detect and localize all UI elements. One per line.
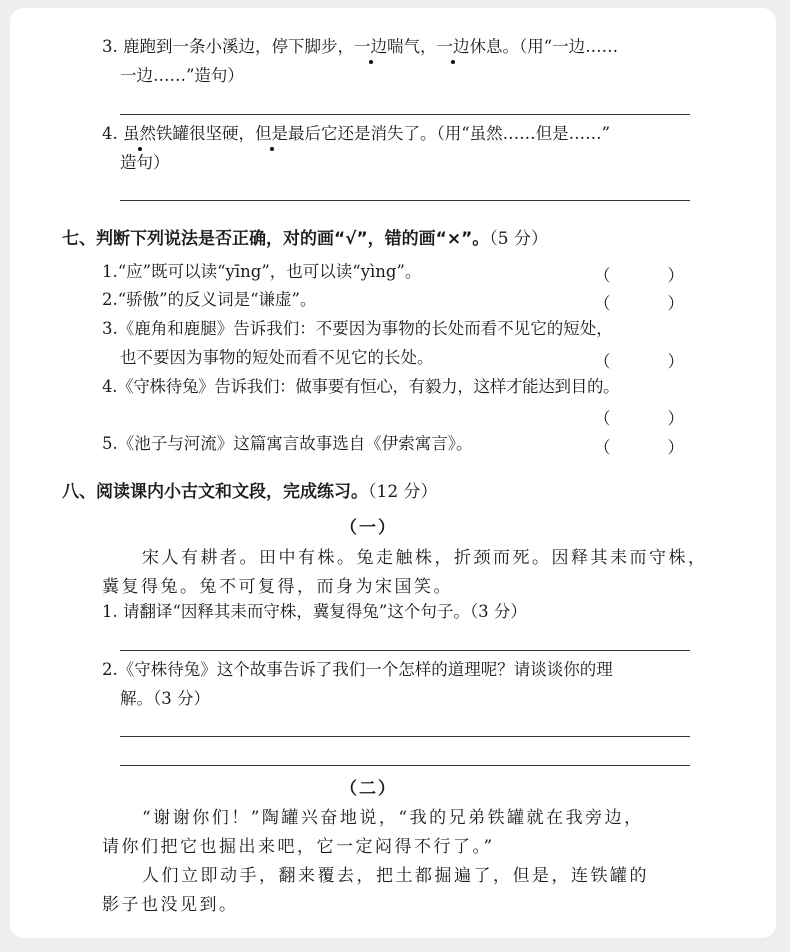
emphasis-word: 但是 [255, 124, 288, 143]
s7-item-4: 4.《守株待兔》告诉我们：做事要有恒心，有毅力，这样才能达到目的。 [102, 377, 620, 396]
s7-item-3-line1: 3.《鹿角和鹿腿》告诉我们：不要因为事物的长处而看不见它的短处， [102, 319, 613, 338]
passage-line3: 人们立即动手，翻来覆去，把土都掘遍了，但是，连铁罐的 [142, 866, 649, 886]
s6-q4-line1: 4. 虽然铁罐很坚硬，但是最后它还是消失了。（用“虽然……但是……” [102, 124, 611, 143]
s6-q4-line2: 造句） [120, 153, 170, 172]
passage-line2: 请你们把它也掘出来吧，它一定闷得不行了。” [102, 837, 495, 857]
s8-q2-line1: 2.《守株待兔》这个故事告诉了我们一个怎样的道理呢？请谈谈你的理 [102, 660, 613, 679]
classical-text-line2: 冀复得兔。兔不可复得，而身为宋国笑。 [102, 577, 453, 597]
answer-line[interactable] [120, 736, 690, 737]
section-7-heading: 七、判断下列说法是否正确，对的画“√”，错的画“×”。（5 分） [62, 229, 549, 249]
part-1-title: （一） [340, 518, 397, 538]
passage-line1: “谢谢你们！”陶罐兴奋地说，“我的兄弟铁罐就在我旁边， [142, 808, 644, 828]
worksheet-page [10, 8, 776, 938]
section-8-heading: 八、阅读课内小古文和文段，完成练习。（12 分） [62, 482, 438, 502]
classical-text-line1: 宋人有耕者。田中有株。兔走触株，折颈而死。因释其耒而守株， [142, 548, 708, 568]
s7-item-2: 2.“骄傲”的反义词是“谦虚”。 [102, 290, 317, 309]
answer-paren[interactable]: （ ） [594, 409, 684, 428]
answer-paren[interactable]: （ ） [594, 266, 684, 285]
answer-paren[interactable]: （ ） [594, 438, 684, 457]
answer-line[interactable] [120, 200, 690, 201]
emphasis-word: 一边 [354, 37, 387, 56]
s7-item-5: 5.《池子与河流》这篇寓言故事选自《伊索寓言》。 [102, 434, 473, 453]
emphasis-word: 一边 [436, 37, 470, 56]
part-2-title: （二） [340, 779, 397, 799]
answer-line[interactable] [120, 650, 690, 651]
emphasis-word: 虽然 [123, 124, 156, 143]
s8-q1: 1. 请翻译“因释其耒而守株，冀复得兔”这个句子。（3 分） [102, 602, 527, 621]
passage-line4: 影子也没见到。 [102, 895, 239, 915]
answer-line[interactable] [120, 114, 690, 115]
s6-q3-line2: 一边……”造句） [120, 66, 244, 85]
answer-paren[interactable]: （ ） [594, 352, 684, 371]
s6-q3-line1: 3. 鹿跑到一条小溪边，停下脚步，一边喘气，一边休息。（用“一边…… [102, 37, 619, 56]
s8-q2-line2: 解。（3 分） [120, 689, 210, 708]
answer-paren[interactable]: （ ） [594, 294, 684, 313]
answer-line[interactable] [120, 765, 690, 766]
s7-item-1: 1.“应”既可以读“yīng”，也可以读“yìng”。 [102, 262, 422, 281]
s7-item-3-line2: 也不要因为事物的短处而看不见它的长处。 [120, 348, 434, 367]
